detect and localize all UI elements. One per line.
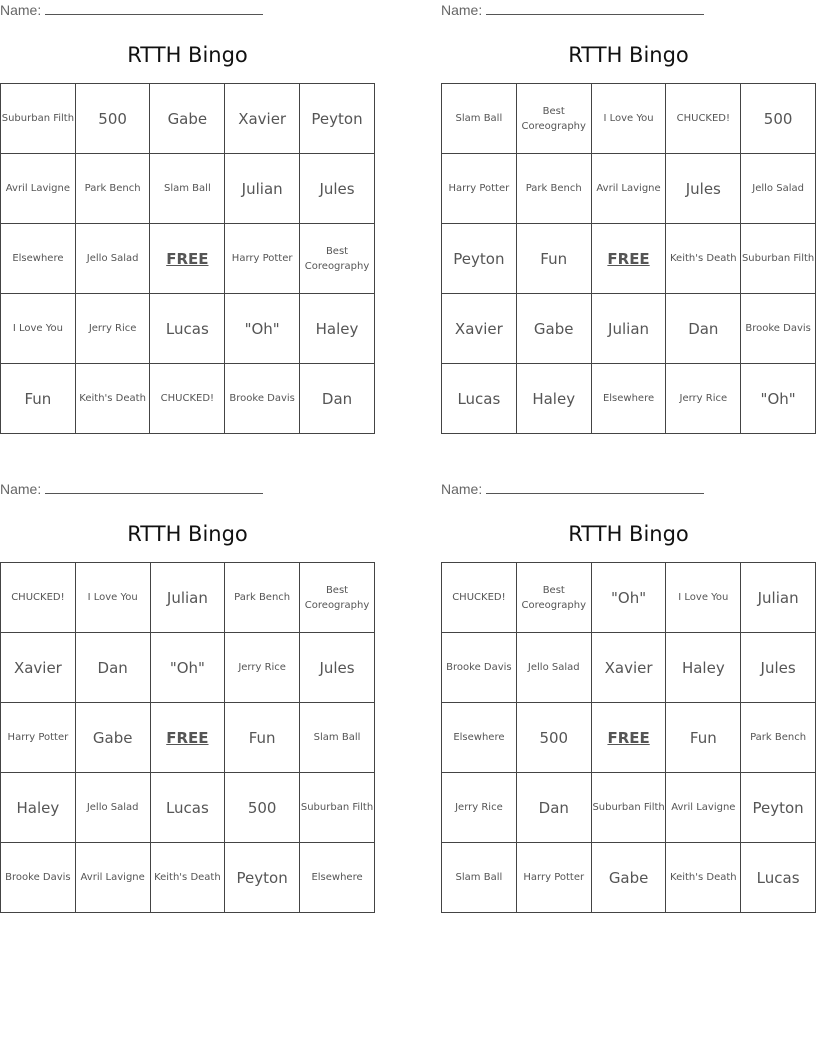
bingo-square[interactable]: Best Coreography xyxy=(300,224,375,294)
bingo-row xyxy=(1,703,375,773)
bingo-square[interactable]: 500 xyxy=(516,703,591,773)
bingo-grid xyxy=(0,83,375,434)
bingo-square[interactable]: I Love You xyxy=(591,84,666,154)
bingo-square[interactable]: CHUCKED! xyxy=(442,563,517,633)
bingo-square[interactable]: I Love You xyxy=(75,563,150,633)
bingo-square[interactable]: Best Coreography xyxy=(300,563,375,633)
bingo-square[interactable]: Julian xyxy=(225,154,300,224)
bingo-square[interactable]: Brooke Davis xyxy=(225,364,300,434)
bingo-square[interactable]: CHUCKED! xyxy=(150,364,225,434)
bingo-square[interactable]: Keith's Death xyxy=(666,843,741,913)
bingo-square[interactable]: Jello Salad xyxy=(516,633,591,703)
bingo-square[interactable]: Jello Salad xyxy=(75,224,150,294)
free-square[interactable]: FREE xyxy=(591,224,666,294)
bingo-row xyxy=(1,773,375,843)
bingo-row xyxy=(442,294,816,364)
bingo-square[interactable]: Julian xyxy=(150,563,225,633)
bingo-square[interactable]: Haley xyxy=(300,294,375,364)
card-title: RTTH Bingo xyxy=(568,43,689,67)
name-label: Name: xyxy=(441,2,483,18)
bingo-grid xyxy=(441,562,816,913)
bingo-square[interactable]: Xavier xyxy=(1,633,76,703)
name-field xyxy=(441,0,704,20)
name-field xyxy=(441,479,704,499)
bingo-square[interactable]: Fun xyxy=(1,364,76,434)
bingo-square[interactable]: Gabe xyxy=(150,84,225,154)
bingo-square[interactable]: Jules xyxy=(300,633,375,703)
bingo-square[interactable]: "Oh" xyxy=(150,633,225,703)
bingo-row xyxy=(442,563,816,633)
bingo-square[interactable]: Lucas xyxy=(150,294,225,364)
bingo-row xyxy=(442,154,816,224)
bingo-square[interactable]: Jerry Rice xyxy=(225,633,300,703)
bingo-square[interactable]: Jello Salad xyxy=(741,154,816,224)
bingo-square[interactable]: Harry Potter xyxy=(1,703,76,773)
bingo-row xyxy=(1,294,375,364)
bingo-row xyxy=(1,633,375,703)
free-square[interactable]: FREE xyxy=(150,224,225,294)
bingo-square[interactable]: Slam Ball xyxy=(442,84,517,154)
bingo-square[interactable]: Haley xyxy=(666,633,741,703)
bingo-square[interactable]: Fun xyxy=(516,224,591,294)
bingo-square[interactable]: Park Bench xyxy=(516,154,591,224)
bingo-square[interactable]: Jules xyxy=(666,154,741,224)
bingo-square[interactable]: Suburban Filth xyxy=(741,224,816,294)
free-square[interactable]: FREE xyxy=(150,703,225,773)
bingo-square[interactable]: CHUCKED! xyxy=(1,563,76,633)
bingo-row xyxy=(442,773,816,843)
bingo-row xyxy=(1,563,375,633)
bingo-square[interactable]: Gabe xyxy=(75,703,150,773)
bingo-square[interactable]: Jules xyxy=(741,633,816,703)
bingo-square[interactable]: Dan xyxy=(516,773,591,843)
bingo-square[interactable]: Gabe xyxy=(591,843,666,913)
bingo-square[interactable]: Best Coreography xyxy=(516,563,591,633)
bingo-square[interactable]: I Love You xyxy=(1,294,76,364)
bingo-square[interactable]: Slam Ball xyxy=(442,843,517,913)
bingo-square[interactable]: Keith's Death xyxy=(150,843,225,913)
bingo-row xyxy=(1,364,375,434)
bingo-square[interactable]: Haley xyxy=(516,364,591,434)
bingo-square[interactable]: CHUCKED! xyxy=(666,84,741,154)
bingo-square[interactable]: "Oh" xyxy=(591,563,666,633)
bingo-square[interactable]: Jerry Rice xyxy=(442,773,517,843)
bingo-row xyxy=(442,843,816,913)
bingo-square[interactable]: Fun xyxy=(666,703,741,773)
bingo-square[interactable]: Brooke Davis xyxy=(741,294,816,364)
bingo-square[interactable]: Fun xyxy=(225,703,300,773)
bingo-square[interactable]: Harry Potter xyxy=(442,154,517,224)
bingo-square[interactable]: 500 xyxy=(741,84,816,154)
bingo-row xyxy=(1,224,375,294)
bingo-grid xyxy=(0,562,375,913)
bingo-grid xyxy=(441,83,816,434)
card-title: RTTH Bingo xyxy=(568,522,689,546)
bingo-square[interactable]: Park Bench xyxy=(741,703,816,773)
bingo-square[interactable]: Elsewhere xyxy=(591,364,666,434)
name-label: Name: xyxy=(0,481,42,497)
card-title: RTTH Bingo xyxy=(127,43,248,67)
bingo-square[interactable]: Suburban Filth xyxy=(300,773,375,843)
bingo-square[interactable]: Lucas xyxy=(150,773,225,843)
bingo-square[interactable]: Keith's Death xyxy=(75,364,150,434)
bingo-square[interactable]: Peyton xyxy=(442,224,517,294)
name-blank-line[interactable] xyxy=(486,0,704,15)
bingo-square[interactable]: Avril Lavigne xyxy=(591,154,666,224)
name-blank-line[interactable] xyxy=(486,479,704,494)
bingo-square[interactable]: "Oh" xyxy=(225,294,300,364)
bingo-square[interactable]: 500 xyxy=(75,84,150,154)
bingo-square[interactable]: Xavier xyxy=(591,633,666,703)
bingo-square[interactable]: Avril Lavigne xyxy=(75,843,150,913)
name-label: Name: xyxy=(441,481,483,497)
bingo-square[interactable]: Dan xyxy=(300,364,375,434)
bingo-square[interactable]: Suburban Filth xyxy=(591,773,666,843)
name-blank-line[interactable] xyxy=(45,479,263,494)
bingo-square[interactable]: Avril Lavigne xyxy=(666,773,741,843)
name-label: Name: xyxy=(0,2,42,18)
bingo-square[interactable]: Brooke Davis xyxy=(1,843,76,913)
bingo-square[interactable]: Julian xyxy=(741,563,816,633)
bingo-square[interactable]: 500 xyxy=(225,773,300,843)
bingo-square[interactable]: Slam Ball xyxy=(150,154,225,224)
bingo-square[interactable]: Slam Ball xyxy=(300,703,375,773)
bingo-square[interactable]: Best Coreography xyxy=(516,84,591,154)
bingo-square[interactable]: Elsewhere xyxy=(442,703,517,773)
bingo-square[interactable]: Jerry Rice xyxy=(666,364,741,434)
bingo-square[interactable]: Peyton xyxy=(300,84,375,154)
bingo-square[interactable]: Peyton xyxy=(225,843,300,913)
card-title: RTTH Bingo xyxy=(127,522,248,546)
bingo-row xyxy=(442,224,816,294)
bingo-row xyxy=(442,364,816,434)
free-square[interactable]: FREE xyxy=(591,703,666,773)
bingo-square[interactable]: Keith's Death xyxy=(666,224,741,294)
bingo-square[interactable]: Avril Lavigne xyxy=(1,154,76,224)
bingo-square[interactable]: Gabe xyxy=(516,294,591,364)
bingo-square[interactable]: Dan xyxy=(75,633,150,703)
bingo-row xyxy=(1,843,375,913)
bingo-row xyxy=(1,84,375,154)
bingo-square[interactable]: "Oh" xyxy=(741,364,816,434)
bingo-square[interactable]: Dan xyxy=(666,294,741,364)
bingo-square[interactable]: I Love You xyxy=(666,563,741,633)
bingo-square[interactable]: Lucas xyxy=(741,843,816,913)
bingo-square[interactable]: Xavier xyxy=(225,84,300,154)
bingo-square[interactable]: Jules xyxy=(300,154,375,224)
name-field xyxy=(0,0,263,20)
bingo-square[interactable]: Suburban Filth xyxy=(1,84,76,154)
bingo-row xyxy=(442,84,816,154)
name-field xyxy=(0,479,263,499)
bingo-square[interactable]: Elsewhere xyxy=(300,843,375,913)
bingo-square[interactable]: Jerry Rice xyxy=(75,294,150,364)
bingo-square[interactable]: Elsewhere xyxy=(1,224,76,294)
bingo-row xyxy=(442,703,816,773)
bingo-square[interactable]: Park Bench xyxy=(75,154,150,224)
bingo-row xyxy=(1,154,375,224)
bingo-square[interactable]: Julian xyxy=(591,294,666,364)
bingo-square[interactable]: Park Bench xyxy=(225,563,300,633)
bingo-square[interactable]: Harry Potter xyxy=(225,224,300,294)
bingo-row xyxy=(442,633,816,703)
bingo-square[interactable]: Peyton xyxy=(741,773,816,843)
bingo-square[interactable]: Brooke Davis xyxy=(442,633,517,703)
bingo-square[interactable]: Jello Salad xyxy=(75,773,150,843)
name-blank-line[interactable] xyxy=(45,0,263,15)
bingo-square[interactable]: Lucas xyxy=(442,364,517,434)
bingo-square[interactable]: Xavier xyxy=(442,294,517,364)
bingo-square[interactable]: Haley xyxy=(1,773,76,843)
bingo-square[interactable]: Harry Potter xyxy=(516,843,591,913)
